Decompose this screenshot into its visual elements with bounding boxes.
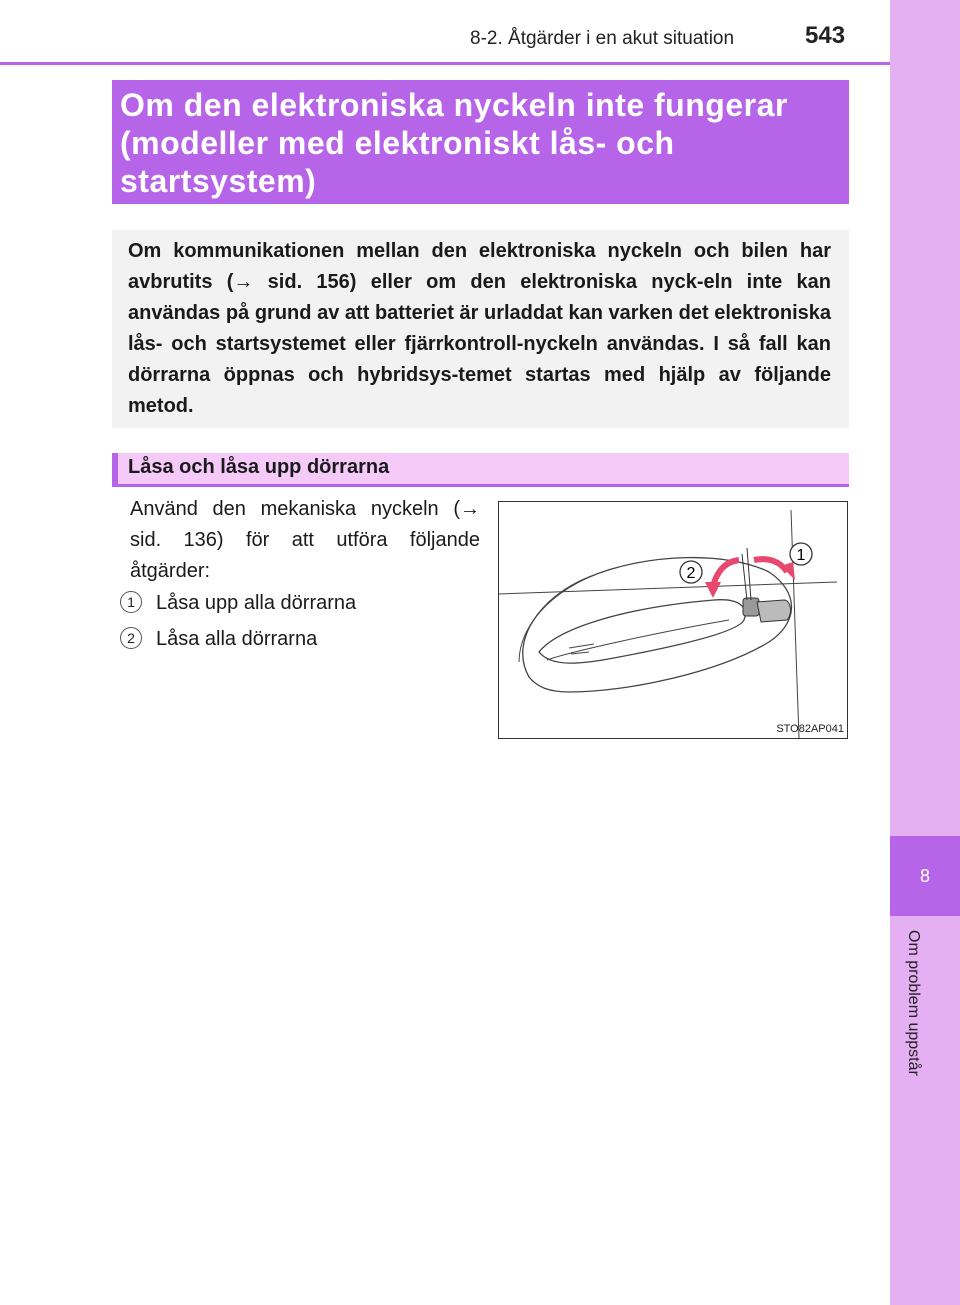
intro-text-start: Om kommunikationen mellan den elektroniska nyckeln och bilen har avbrutits (	[128, 240, 831, 293]
callout-leader-line	[747, 548, 751, 600]
title-line-2: (modeller med elektroniskt lås- och	[120, 125, 675, 161]
title-line-3: startsystem)	[120, 163, 317, 199]
step-number-badge: 1	[120, 591, 142, 613]
body-text-start: Använd den mekaniska nyckeln (	[130, 498, 460, 520]
section-title	[120, 86, 839, 200]
callout-leader-line	[742, 554, 747, 600]
body-text-rest: sid. 136) för att utföra följande åtgärder:	[130, 529, 480, 582]
key-cylinder	[743, 598, 759, 616]
page-ref-arrow-icon: →	[233, 271, 254, 293]
body-paragraph	[130, 494, 480, 587]
page-header	[0, 0, 890, 65]
handle-detail-line	[569, 644, 594, 648]
callout-label-1: 1	[796, 547, 806, 564]
title-line-1: Om den elektroniska nyckeln inte fungerar	[120, 87, 788, 123]
step-label: Låsa upp alla dörrarna	[156, 592, 357, 614]
subheading: Låsa och låsa upp dörrarna	[128, 456, 390, 478]
unlock-rotation-arrow	[754, 559, 787, 572]
mechanical-key	[757, 600, 791, 622]
header-section-title: 8-2. Åtgärder i en akut situation	[470, 28, 735, 49]
callout-label-2: 2	[686, 565, 696, 582]
chapter-number-tab[interactable]: 8	[890, 836, 960, 916]
lock-arrow-head	[705, 582, 721, 598]
figure-code: STO82AP041	[776, 723, 844, 735]
step-number-badge: 2	[120, 627, 142, 649]
page-number: 543	[805, 22, 846, 49]
intro-text-rest: sid. 156) eller om den elektroniska nyck-eln inte kan användas på grund av att batteriet är urladdat kan varken det elektroniska lås- och startsystemet eller fjärrkontroll-nyckeln användas. I så fall kan dörrarna öppnas och hybridsys-temet startas med hjälp av följande metod.	[128, 271, 831, 417]
page-ref-arrow-icon: →	[460, 498, 480, 520]
section-title-box	[112, 80, 849, 204]
intro-box	[112, 230, 849, 428]
door-handle-illustration	[498, 501, 848, 739]
intro-text	[128, 236, 831, 422]
handle-recess-outline	[523, 558, 792, 692]
step-label: Låsa alla dörrarna	[156, 628, 318, 650]
chapter-title-tab: Om problem uppstår	[905, 930, 922, 1076]
door-handle-drawing	[499, 502, 847, 738]
subheading-box	[112, 453, 849, 487]
